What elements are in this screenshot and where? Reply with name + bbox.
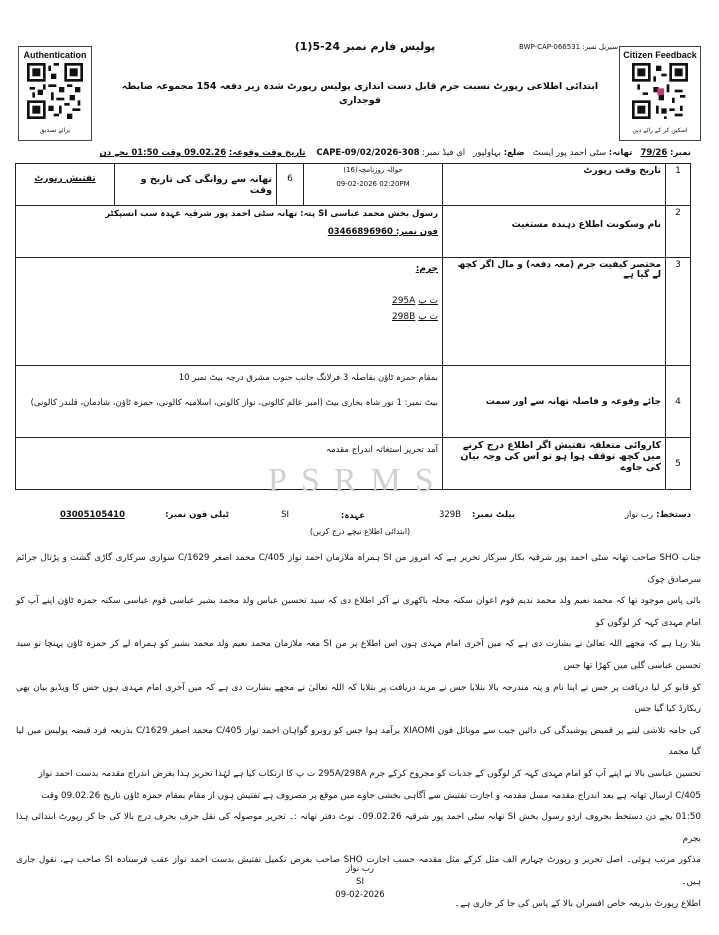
row-number: 3 — [666, 258, 691, 366]
date-time-value: 09.02.26 وقت 01:50 بجے دن — [99, 148, 227, 158]
footer-rank: SI — [356, 877, 364, 887]
date-time-label: تاریخ وقت وقوعہ: — [228, 148, 306, 158]
belt-label: بیلٹ نمبر: — [471, 510, 515, 520]
belt-number: 329B — [438, 510, 461, 520]
row-label: تاریخ وقت رپورٹ — [443, 164, 666, 206]
table-row — [16, 164, 691, 206]
narrative-line: تحسین عباسی بالا نے اپنے آپ کو امام مہدی کہہ کر لوگوں کے جذبات کو مجروح کرکے جرم 295A/298A ت پ کا ارتکاب کیا ہے لہٰذا تحریر ہذا بغرض اندراج مقدمہ بدست احمد نواز — [38, 768, 701, 779]
daily-ref: حوالہ روزنامچہ(16) — [343, 166, 403, 174]
informant-cell — [16, 206, 443, 258]
departure-value-cell — [16, 164, 115, 206]
informant-details: رسول بخش محمد عباسی SI پتہ: تھانہ سٹی احمد پور شرقیہ عہدہ سب انسپکٹر — [105, 209, 438, 219]
departure-label: تھانہ سے روانگی کی تاریخ و وقت — [115, 164, 277, 206]
table-row — [16, 206, 691, 258]
signer-name: رب نواز — [624, 510, 653, 520]
row-number: 4 — [666, 366, 691, 438]
district-label: ضلع: — [503, 148, 525, 158]
location-beat: بیٹ نمبر: 1 نور شاہ بخاری بیٹ (امیر عالم کالونی، نواز کالونی، اسلامیہ کالونی، حمزہ ٹاؤن، شادمان، قلندر کالونی) — [30, 398, 438, 408]
table-row — [16, 366, 691, 438]
citizen-feedback-title: Citizen Feedback — [623, 50, 697, 60]
daily-ref-cell — [304, 164, 443, 206]
row-label: نام وسکونت اطلاع دہندہ مستغیث — [443, 206, 666, 258]
table-row — [16, 258, 691, 366]
form-title: پولیس فارم نمبر 24-5(1) — [294, 40, 436, 53]
authentication-qr-code[interactable] — [27, 63, 83, 119]
crime-title: جرم: — [415, 264, 438, 274]
fir-info-table — [15, 163, 691, 490]
section-number: 298B — [391, 312, 416, 322]
rank: SI — [281, 510, 289, 520]
psrms-watermark: PSRMS — [268, 462, 448, 499]
narrative-line: کو قابو کر لیا دریافت پر جس نے اپنا نام و پتہ مندرجہ بالا بتلایا جس نے مزید دریافت پر بتلایا کہ اللہ تعالیٰ نے مجھے بشارت دی ہے کہ میں آخری امام مہدی ہوں جس کا ویڈیو بیان بھی ریکارڈ کیا گیا جس — [16, 682, 701, 715]
fir-no: 79/26 — [640, 148, 668, 158]
citizen-feedback-caption: اسکین کر کے رائے دیں — [632, 127, 688, 134]
narrative-line: اطلاع رپورٹ بذریعہ خاص افسران بالا کے پاس کی جا کر جاری ہے۔ — [454, 898, 701, 909]
district: بہاولپور — [473, 148, 501, 158]
narrative-line: 01:50 بجے دن دستخط بحروف اردو رسول بخش SI تھانہ سٹی احمد پور شرقیہ 09.02.26۔ نوٹ دفتر تھانہ :۔ تحریر موصولہ کی نقل حرف بحرف درج بالا کی جا کر رپورٹ ابتدائی ہذا بجرم — [16, 812, 701, 844]
footer-name: رب نواز — [345, 864, 375, 874]
serial-number: BWP-CAP-066531 — [519, 43, 581, 51]
phone-label: ٹیلی فون نمبر: — [165, 510, 229, 520]
narrative-line: 405/C ارسال تھانہ ہے بعد اندراج مقدمہ مسل مقدمہ و اجازت تفتیش سے آگاہی بخشی جاوے میں موقع پر مصروف ہے تفتیش ہوں از مقام بمقام حمزہ ٹاؤن تاریخ 09.02.26 وقت — [41, 790, 701, 801]
row-number: 5 — [666, 438, 691, 490]
row-number: 6 — [277, 164, 304, 206]
section-suffix: ت پ — [418, 312, 438, 322]
citizen-feedback-qr-box — [619, 46, 701, 141]
section-suffix: ت پ — [418, 296, 438, 306]
fir-narrative — [16, 548, 701, 915]
narrative-line: بتلا رہا ہے کہ مجھے اللہ تعالیٰ نے بشارت دی ہے کہ میں آخری امام مہدی ہوں اس اطلاع پر من SI معہ ملازمان محمد نعیم ولد محمد بشیر کو ہمراہ لے کر حمزہ ٹاؤن پہنچا تو سید تحسین عباسی گلی میں کھڑا تھا جس — [16, 639, 701, 671]
departure-value: تفتیش رپورٹ — [34, 174, 96, 184]
serial-number-block — [508, 43, 618, 51]
narrative-line: جناب SHO صاحب تھانہ سٹی احمد پور شرقیہ بکار سرکار تحریر ہے کہ امروز من SI ہمراہ ملازمان احمد نواز 405/C محمد اصغر 1629/C سواری سرکاری گاڑی گشت و پڑتال جرائم سرصادق چوک — [16, 553, 701, 585]
ib-label: ای فیڈ نمبر: — [422, 148, 466, 158]
location-cell — [16, 366, 443, 438]
narrative-line: بائی پاس موجود تھا کہ محمد نعیم ولد محمد ندیم قوم اعوان سکنہ محلہ باکھری نے آکر اطلاع دی کہ سید تحسین عباس ولد محمد بشیر عباسی قوم عباسی سکنہ حمزہ ٹاؤن اپنے آپ کو امام مہدی کہہ کر لوگوں کو — [16, 596, 701, 628]
signature-line — [15, 510, 691, 526]
action-value: آمد تحریر استغاثہ اندراج مقدمہ — [326, 445, 438, 455]
footer-signature — [300, 863, 420, 902]
police-station: سٹی احمد پور ایسٹ — [532, 148, 607, 158]
row-label: مختصر کیفیت جرم (معہ دفعہ) و مال اگر کچھ لے گیا ہے — [443, 258, 666, 366]
fir-no-label: نمبر: — [669, 148, 691, 158]
authentication-title: Authentication — [23, 50, 87, 60]
daily-ref-date: 09-02-2026 02:20PM — [336, 180, 410, 188]
rank-label: عہدہ: — [340, 511, 365, 521]
citizen-feedback-qr-code[interactable] — [632, 63, 688, 119]
sign-label: دستخط: — [656, 510, 691, 520]
footer-date: 09-02-2026 — [335, 890, 385, 900]
fir-meta-line — [15, 147, 691, 158]
phone-number: 03005105410 — [59, 510, 125, 520]
authentication-qr-box — [18, 46, 92, 141]
serial-label: سیریل نمبر: — [582, 43, 618, 51]
authentication-caption: برائے تصدیق — [39, 127, 71, 134]
narrative-line: کی جامہ تلاشی لینے پر قمیض پوشیدگی کی دائیں جیب سے موبائل فون XIAOMI برآمد ہوا جس کو روبرو گواہان احمد نواز 405/C محمد اصغر 1629/C بذریعہ فرد قبضہ پولیس میں لیا گیا محمد — [16, 725, 701, 758]
row-number: 1 — [666, 164, 691, 206]
location-main: بمقام حمزہ ٹاؤن بفاصلہ 3 فرلانگ جانب جنوب مشرق درچہ بیٹ نمبر 10 — [178, 373, 438, 383]
crime-cell — [16, 258, 443, 366]
narrative-line: مذکور مرتب ہوئی۔ اصل تحریر و رپورٹ چہارم الف مثل کرکے مثل مقدمہ حسب اجازت SHO صاحب بغرض تکمیل تفتیش بدست احمد نواز عقب فرستادہ SI صاحب ہے، نقول جاری ہیں۔ — [16, 855, 701, 887]
signature-caption: (ابتدائی اطلاع نیچے درج کریں) — [309, 527, 411, 536]
row-number: 2 — [666, 206, 691, 258]
ib-number: CAPE-09/02/2026-308 — [316, 148, 420, 158]
row-label: جائے وقوعہ و فاصلہ تھانہ سے اور سمت — [443, 366, 666, 438]
informant-phone: فون نمبر: 03466896960 — [327, 227, 438, 237]
section-number: 295A — [391, 296, 416, 306]
form-subtitle: ابتدائی اطلاعی رپورٹ نسبت جرم قابل دست اندازی پولیس رپورٹ شدہ زیر دفعہ 154 مجموعہ ضابطہ فوجداری — [121, 81, 599, 106]
row-label: کاروائی متعلقہ تفتیش اگر اطلاع درج کرنے میں کچھ توقف ہوا ہو تو اس کی وجہ بیان کی جاوے — [443, 438, 666, 490]
police-station-label: تھانہ: — [608, 148, 633, 158]
crime-section-2 — [20, 312, 438, 322]
crime-section-1 — [20, 296, 438, 306]
